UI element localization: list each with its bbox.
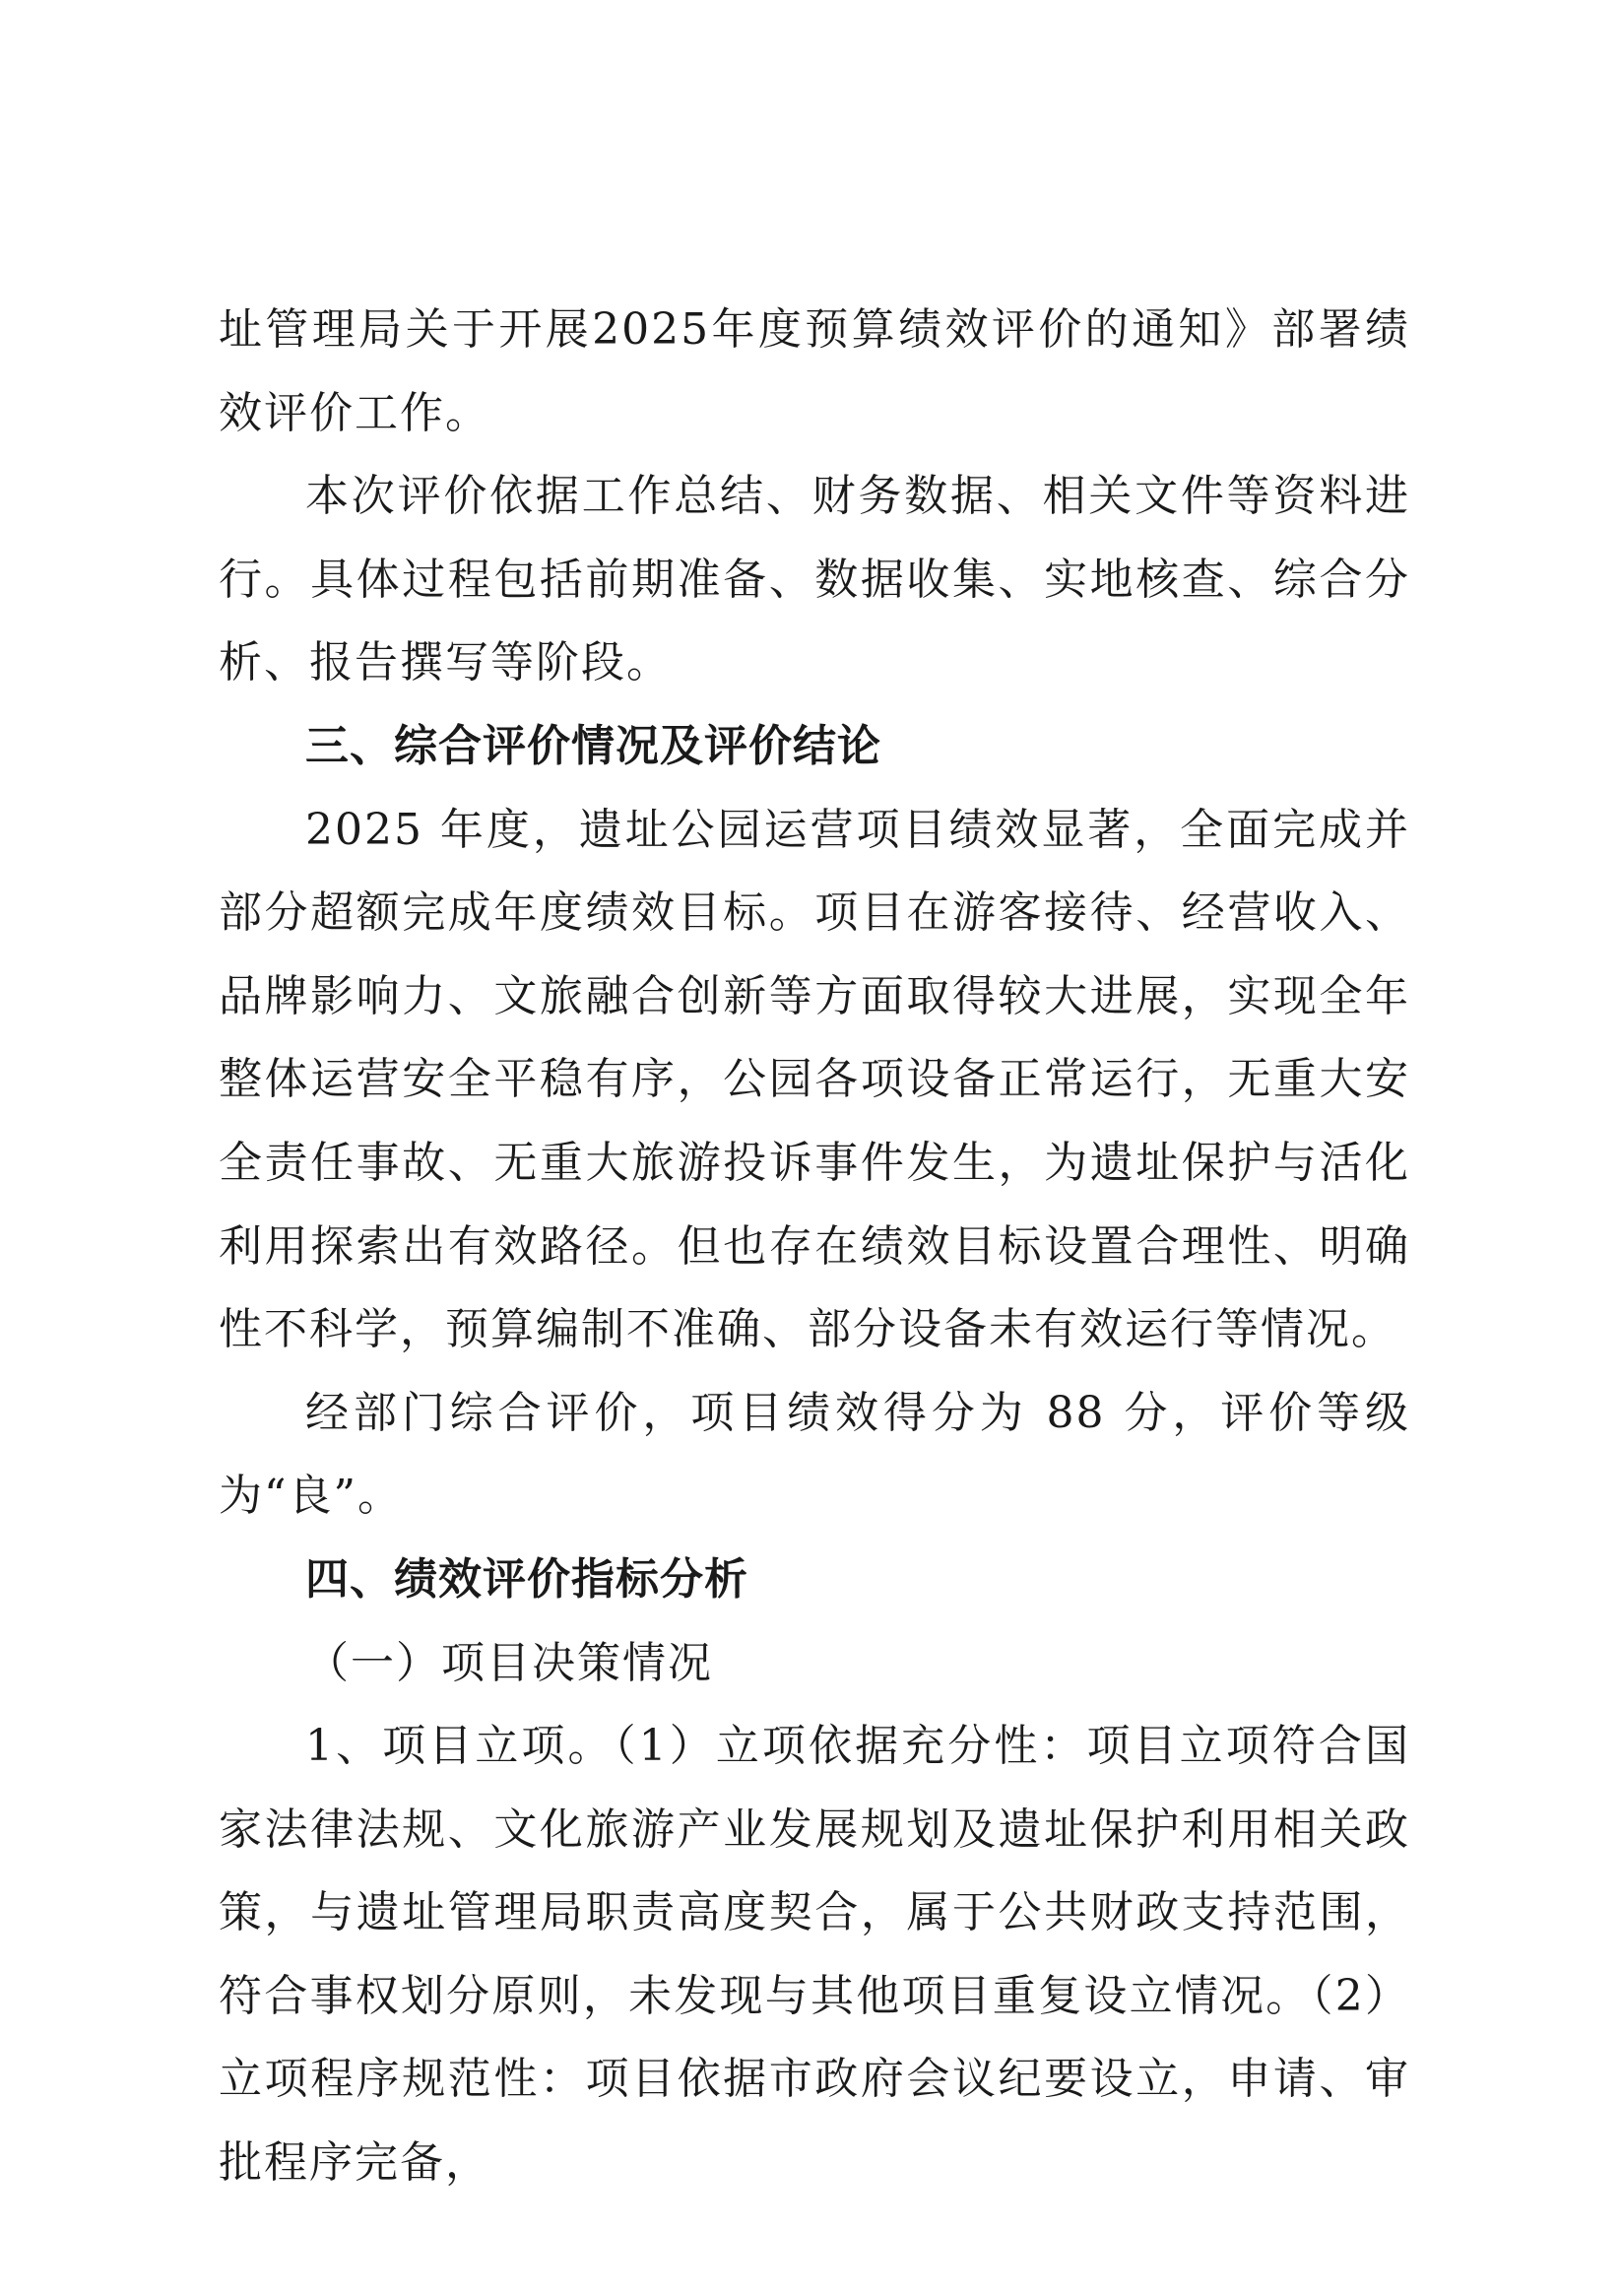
paragraph-notice-continuation: 址管理局关于开展2025年度预算绩效评价的通知》部署绩效评价工作。	[219, 304, 1410, 438]
paragraph-score: 经部门综合评价，项目绩效得分为 88 分，评价等级为“良”。	[219, 1387, 1410, 1522]
paragraph-project-approval: 1、项目立项。（1）立项依据充分性：项目立项符合国家法律法规、文化旅游产业发展规划及遗址保护利用相关政策，与遗址管理局职责高度契合，属于公共财政支持范围，符合事权划分原则，未发现与其他项目重复设立情况。（2）立项程序规范性：项目依据市政府会议纪要设立，申请、审批程序完备，	[219, 1721, 1410, 2189]
subsection-heading-1: （一）项目决策情况	[305, 1637, 713, 1688]
paragraph-evaluation-basis: 本次评价依据工作总结、财务数据、相关文件等资料进行。具体过程包括前期准备、数据收集、实地核查、综合分析、报告撰写等阶段。	[219, 471, 1410, 689]
document-body	[219, 289, 1410, 2205]
paragraph-evaluation-conclusion: 2025 年度，遗址公园运营项目绩效显著，全面完成并部分超额完成年度绩效目标。项目在游客接待、经营收入、品牌影响力、文旅融合创新等方面取得较大进展，实现全年整体运营安全平稳有序，公园各项设备正常运行，无重大安全责任事故、无重大旅游投诉事件发生，为遗址保护与活化利用探索出有效路径。但也存在绩效目标设置合理性、明确性不科学，预算编制不准确、部分设备未有效运行等情况。	[219, 804, 1410, 1355]
section-heading-3: 三、综合评价情况及评价结论	[305, 720, 881, 771]
section-heading-4: 四、绩效评价指标分析	[305, 1553, 748, 1605]
